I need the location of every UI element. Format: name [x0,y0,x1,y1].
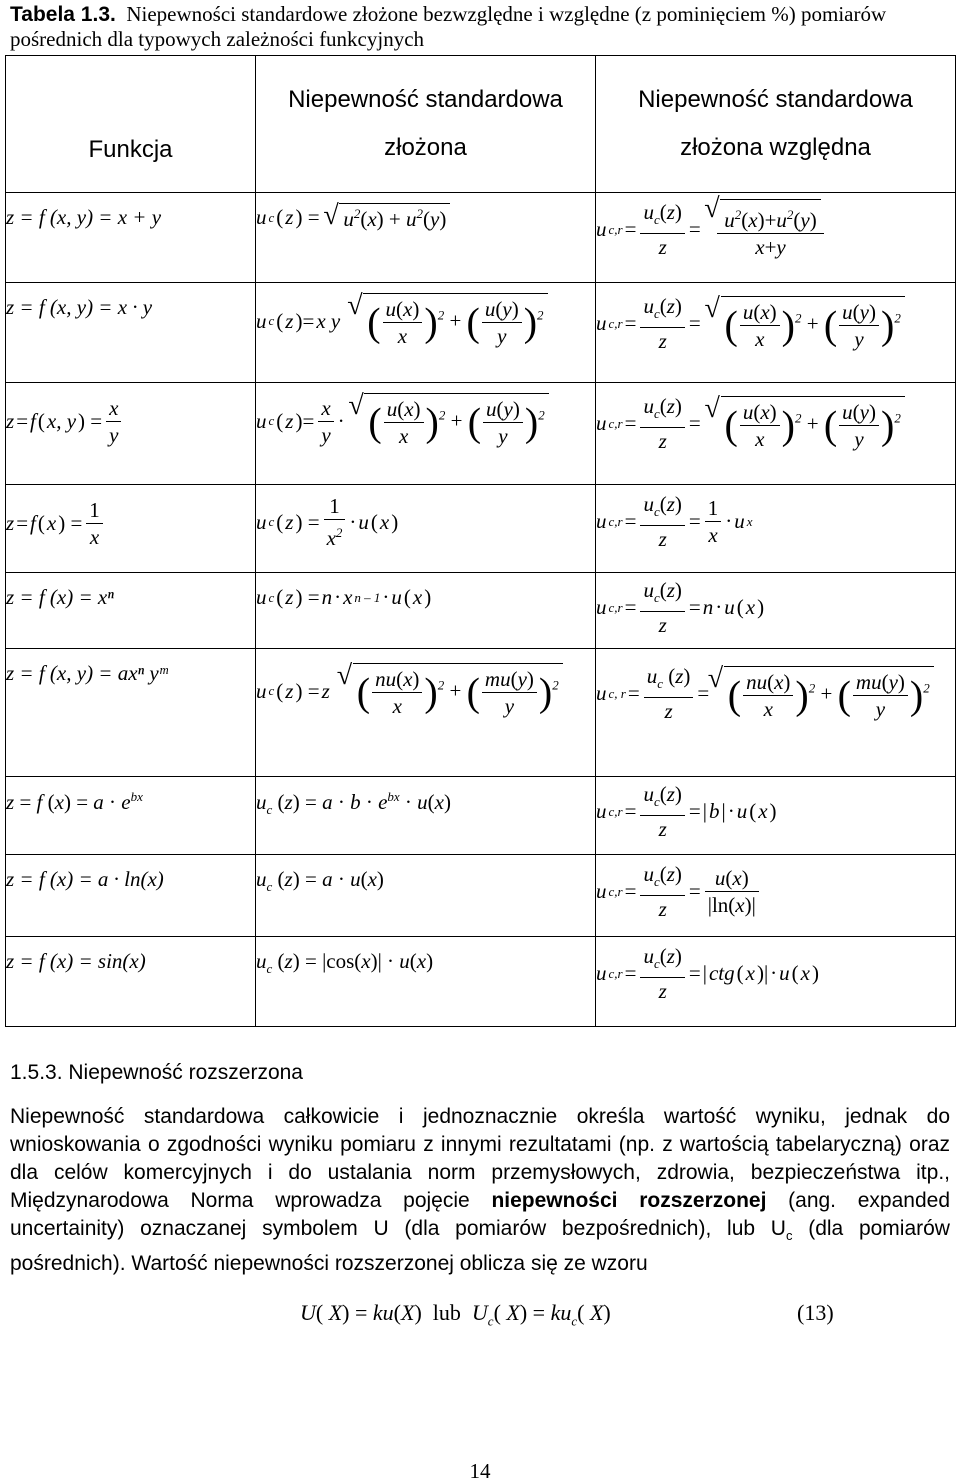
table-row [6,193,956,283]
row-function [6,383,256,485]
row-rel-uncertainty [596,777,956,855]
row-rel-uncertainty [596,485,956,573]
row-abs-uncertainty [256,485,596,573]
rel-formula: u c,r = $\frac{u_c(z)}{z}$ = √ ( $\frac{u(x)}{x}$ )$^2$ + ( $\frac{u(y)}{y}$ )$^2$ [596,393,955,454]
caption-label: Tabela 1.3. [10,3,116,26]
abs-formula: u c ( z ) = n · x n – 1 · u ( x ) [256,585,432,609]
row-abs-uncertainty [256,193,596,283]
paragraph-text-1: Niepewność standardowa całkowicie i jednoznacznie określa wartość wyniku, jednak do wnioskowania o zgodności wyniku pomiaru z innymi rezultatami (np. z wartością tabelaryczną) oraz dla celów komercyjnych i do ustalania norm przemysłowych, zdrowia, bezpieczeństwa itp., Międzynarodowa Norma wprowadza pojęcie [10,1105,950,1212]
abs-formula: $u_c$ (z) = a · u(x) [256,867,384,895]
rel-formula: u c,r = $\frac{u_c(z)}{z}$ = | ctg ( x )| · u ( x ) [596,944,819,1004]
table-row [6,573,956,649]
section-title: 1.5.3. Niepewność rozszerzona [10,1061,303,1084]
row-abs-uncertainty [256,937,596,1027]
function-formula-visual: z = f ( x ) = $\frac{1}{x}$ [6,497,255,550]
function-formula: z = f (x, y) = axⁿ yᵐ [6,661,168,685]
header-funkcja-label: Funkcja [88,136,173,163]
abs-formula: u c ( z ) = $\frac{1}{x^2}$ · u ( x ) [256,494,399,550]
row-abs-uncertainty [256,649,596,777]
rel-formula: u c,r = $\frac{u_c(z)}{z}$ = $\frac{1}{x}$ · u x [596,492,753,552]
abs-formula: u c ( z ) = √ $u^2(x) + u^2(y)$ [256,203,595,232]
row-abs-uncertainty [256,777,596,855]
row-function [6,937,256,1027]
rel-formula: u c,r = $\frac{u_c(z)}{z}$ = n · u ( x ) [596,578,765,638]
row-rel-uncertainty [596,573,956,649]
row-rel-uncertainty [596,649,956,777]
rel-formula: u c, r = $\frac{u_c (z)}{z}$ = √ ( $\frac{nu(x)}{x}$ )$^2$ + ( $\frac{mu(y)}{y}$ )$^2$ [596,663,955,724]
function-formula-visual: z = f $(x) = a \cdot e^{bx}$ [6,789,143,814]
row-function [6,855,256,937]
row-rel-uncertainty [596,383,956,485]
function-formula: z = f (x) = sin(x) [6,949,146,973]
row-abs-uncertainty [256,283,596,383]
row-abs-uncertainty [256,383,596,485]
row-rel-uncertainty [596,193,956,283]
table-row [6,777,956,855]
abs-formula: u c ( z )= $\frac{x}{y}$ · √ ( $\frac{u(x)}{x}$ )$^2$ + ( $\frac{u(y)}{y}$ )$^2$ [256,393,595,449]
caption-text: Niepewności standardowe złożone bezwzględne i względne (z pominięciem %) pomiarów pośrednich dla typowych zależności funkcyjnych [10,2,887,51]
uncertainty-table [5,55,956,1027]
paragraph-subscript: c [785,1228,793,1244]
equation-13: U( X) = ku(X) lub $U_c$( $X) = ku_c$( X) [300,1300,611,1329]
rel-formula: u c,r = $\frac{u_c(z)}{z}$ = $\frac{u(x)}{|\ln(x)|}$ [596,861,955,922]
abs-formula: $u_c$ (z) = |cos(x)| · u(x) [256,949,434,977]
row-rel-uncertainty [596,283,956,383]
table-row [6,937,956,1027]
header-abs [256,56,596,193]
row-function [6,777,256,855]
row-function [6,485,256,573]
rel-formula: u c,r = $\frac{u_c(z)}{z}$ = √ $\frac{u^2(x)+u^2(y)}{x+y}$ [596,199,955,260]
header-abs-line2: złożona [384,134,467,161]
row-function [6,283,256,383]
header-abs-line1: Niepewność standardowa [288,86,563,113]
equation-number: (13) [797,1300,834,1325]
rel-formula: u c,r = $\frac{u_c(z)}{z}$ = | b | · u ( x ) [596,782,777,842]
row-rel-uncertainty [596,937,956,1027]
table-header-row [6,56,956,193]
row-function [6,573,256,649]
header-rel-line2: złożona względna [680,134,871,161]
header-rel-line1: Niepewność standardowa [638,86,913,113]
row-function [6,193,256,283]
row-abs-uncertainty [256,573,596,649]
page-number: 14 [469,1459,491,1483]
abs-formula: u c ( z ) = z √ ( $\frac{nu(x)}{x}$ )$^2$ + ( $\frac{mu(y)}{y}$ )$^2$ [256,663,595,719]
function-formula: z = f (x) = a · ln(x) [6,867,164,891]
table-row [6,283,956,383]
table-row [6,855,956,937]
paragraph-text-3: (dla pomiarów pośrednich). Wartość niepewności rozszerzonej oblicza się ze wzoru [10,1217,950,1276]
header-rel [596,56,956,193]
paragraph-text-2: (ang. expanded uncertainity) oznaczanej symbolem U (dla pomiarów bezpośrednich), lub U [10,1189,950,1240]
table-row [6,649,956,777]
function-formula: z = f (x) = xⁿ [6,585,114,609]
function-formula-visual: z = f ( x, y ) = $\frac{x}{y}$ [6,395,255,448]
table-row [6,383,956,485]
row-abs-uncertainty [256,855,596,937]
row-function [6,649,256,777]
section-paragraph [10,1103,950,1278]
function-formula: z = f (x, y) = x · y [6,295,153,319]
row-rel-uncertainty [596,855,956,937]
rel-formula: u c,r = $\frac{u_c(z)}{z}$ = √ ( $\frac{u(x)}{x}$ )$^2$ + ( $\frac{u(y)}{y}$ )$^2$ [596,293,955,354]
table-caption [10,2,950,52]
abs-formula: u c ( z )= x y √ ( $\frac{u(x)}{x}$ )$^2$ + ( $\frac{u(y)}{y}$ )$^2$ [256,293,595,349]
table-row [6,485,956,573]
function-formula: z = f (x, y) = x + y [6,205,162,229]
paragraph-bold: niepewności rozszerzonej [491,1189,767,1212]
header-funkcja [6,56,256,193]
abs-formula: $u_c$ $(z) = a \cdot b \cdot e^{bx} \cdot u(x)$ [256,789,451,818]
